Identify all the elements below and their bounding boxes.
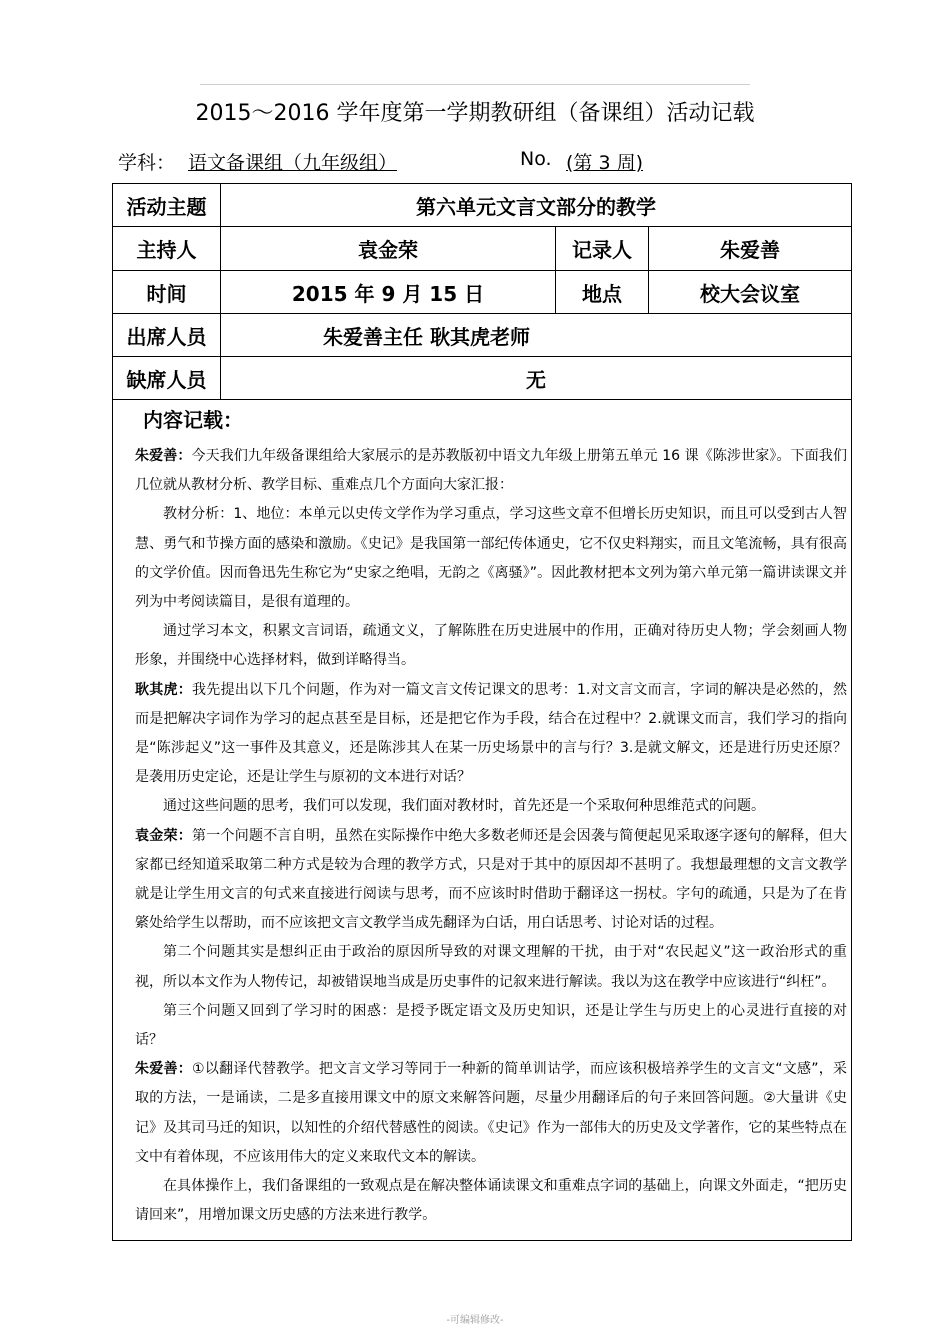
recorder-value: 朱爱善 — [720, 238, 780, 262]
paragraph — [135, 1055, 847, 1172]
row-divider — [113, 399, 851, 400]
paragraph: 通过学习本文，积累文言词语，疏通文义，了解陈胜在历史进展中的作用，正确对待历史人物；学会刻画人物形象，并围绕中心选择材料，做到详略得当。 — [135, 623, 847, 669]
time-label: 时间 — [146, 281, 187, 306]
top-rule — [200, 84, 750, 85]
place-value: 校大会议室 — [700, 281, 800, 306]
speaker-name: 袁金荣： — [135, 827, 192, 844]
host-label: 主持人 — [136, 238, 197, 262]
content-heading: 内容记载： — [143, 408, 243, 432]
paragraph: 第二个问题其实是想纠正由于政治的原因所导致的对课文理解的干扰，由于对“农民起义”这一政治形式的重视，所以本文作为人物传记，却被错误地当成是历史事件的记叙来进行解读。我以为这在教学中应该进行“纠枉”。 — [135, 944, 847, 990]
attendees-value: 朱爱善主任 耿其虎老师 — [323, 324, 530, 349]
subject-row — [118, 148, 858, 176]
paragraph-text: ①以翻译代替教学。把文言文学习等同于一种新的简单训诂学，而应该积极培养学生的文言文“文感”，采取的方法，一是诵读，二是多直接用课文中的原文来解答问题，尽量少用翻译后的句子来回答问题。②大量讲《史记》及其司马迁的知识，以知性的介绍代替感性的阅读。《史记》作为一部伟大的历史及文学著作，它的某些特点在文中有着体现，不应该用伟大的定义来取代文本的解读。 — [135, 1061, 848, 1165]
page-title: 2015～2016 学年度第一学期教研组（备课组）活动记载 — [195, 101, 755, 126]
speaker-name: 朱爱善： — [135, 1061, 193, 1078]
paragraph: 第三个问题又回到了学习时的困惑：是授予既定语文及历史知识，还是让学生与历史上的心灵进行直接的对话？ — [135, 1002, 847, 1049]
paragraph: 教材分析：1、地位：本单元以史传文学作为学习重点，学习这些文章不但增长历史知识，而且可以受到古人智慧、勇气和节操方面的感染和激励。《史记》是我国第一部纪传体通史，它不仅史料翔实，而且文笔流畅，具有很高的文学价值。因而鲁迅先生称它为“史家之绝唱，无韵之《离骚》”。因此教材把本文列为第六单元第一篇讲读课文并列为中考阅读篇目，是很有道理的。 — [135, 506, 847, 611]
time-value: 2015 年 9 月 15 日 — [291, 281, 485, 306]
recorder-label: 记录人 — [572, 238, 632, 262]
subject-label: 学科： — [118, 152, 176, 174]
record-table — [112, 183, 852, 1241]
paragraph — [135, 442, 847, 500]
paragraph-text: 第一个问题不言自明，虽然在实际操作中绝大多数老师还是会因袭与简便起见采取逐字逐句的解释，但大家都已经知道采取第二种方式是较为合理的教学方式，只是对于其中的原因却不甚明了。我想最理想的文言文教学就是让学生用文言的句式来直接进行阅读与思考，而不应该时时借助于翻译这一拐杖。字句的疏通，只是为了在肯綮处给学生以帮助，而不应该把文言文教学当成先翻译为白话，用白话思考、讨论对话的过程。 — [135, 827, 848, 932]
place-label: 地点 — [582, 281, 622, 306]
speaker-name: 朱爱善： — [135, 448, 192, 464]
host-value: 袁金荣 — [358, 238, 418, 262]
theme-label: 活动主题 — [126, 194, 207, 219]
paragraph-text: 我先提出以下几个问题，作为对一篇文言文传记课文的思考：1.对文言文而言，字词的解决是必然的，然而是把解决字词作为学习的起点甚至是目标，还是把它作为手段，结合在过程中？2.就课文而言，我们学习的指向是“陈涉起义”这一事件及其意义，还是陈涉其人在某一历史场景中的言与行？3.是就文解文，还是进行历史还原？是袭用历史定论，还是让学生与原初的文本进行对话？ — [135, 681, 848, 786]
paragraph-text: 今天我们九年级备课组给大家展示的是苏教版初中语文九年级上册第五单元 16 课《陈涉世家》。下面我们几位就从教材分析、教学目标、重难点几个方面向大家汇报： — [135, 448, 848, 494]
theme-value: 第六单元文言文部分的教学 — [416, 194, 656, 219]
paragraph — [135, 676, 847, 793]
subject-value: 语文备课组（九年级组） — [188, 152, 398, 174]
page-footer: -可编辑修改- — [446, 1315, 504, 1326]
absent-value: 无 — [526, 367, 546, 392]
number-label: No. — [520, 148, 552, 170]
absent-label: 缺席人员 — [126, 367, 207, 392]
paragraph: 通过这些问题的思考，我们可以发现，我们面对教材时，首先还是一个采取何种思维范式的问题。 — [163, 798, 765, 815]
paragraph: 在具体操作上，我们备课组的一致观点是在解决整体诵读课文和重难点字词的基础上，向课文外面走，“把历史请回来”，用增加课文历史感的方法来进行教学。 — [135, 1178, 847, 1224]
content-body — [135, 442, 847, 1230]
paragraph — [135, 822, 847, 939]
number-value: (第 3 周) — [566, 152, 643, 174]
attendees-label: 出席人员 — [126, 324, 207, 349]
speaker-name: 耿其虎： — [135, 681, 193, 698]
